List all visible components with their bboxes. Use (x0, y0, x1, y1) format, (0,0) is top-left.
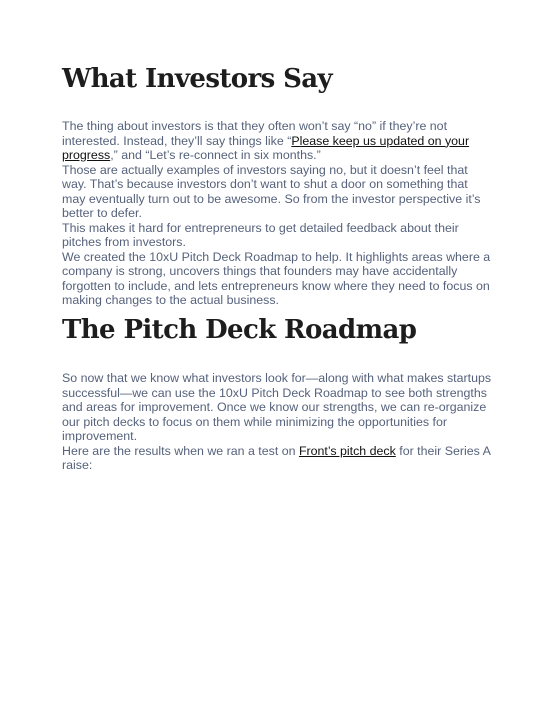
paragraph: So now that we know what investors look for—along with what makes startups successful—we can use the 10xU Pitch Deck Roadmap to see both strengths and areas for improvement. Once we know our strengths, we can re-organize our pitch decks to focus on them while minimizing the opportunities for improvement. (62, 371, 492, 443)
paragraph: Those are actually examples of investors saying no, but it doesn’t feel that way. That’s because investors don’t want to shut a door on something that may eventually turn out to be awesome. So from the investor perspective it’s better to defer. (62, 162, 481, 220)
paragraph-text: The thing about investors is that they often won’t say “no” if they’re not interested. Instead, they’ll say things like “ (62, 119, 448, 148)
section-heading-pitch-deck-roadmap: The Pitch Deck Roadmap (62, 315, 417, 345)
section-body-pitch-deck-roadmap (62, 371, 492, 473)
paragraph: This makes it hard for entrepreneurs to get detailed feedback about their pitches from investors. (62, 220, 459, 249)
paragraph (62, 119, 492, 163)
paragraph-text: Here are the results when we ran a test on (62, 443, 299, 458)
paragraph (62, 444, 492, 473)
fronts-pitch-deck-link[interactable]: Front’s pitch deck (298, 443, 396, 458)
section-heading-what-investors-say: What Investors Say (62, 64, 333, 94)
section-body-what-investors-say (62, 119, 492, 308)
paragraph-text: for their Series A raise: (62, 443, 491, 472)
paragraph-text: ,” and “Let’s re-connect in six months.” (110, 148, 321, 162)
keep-updated-link[interactable]: Please keep us updated on your progress (62, 133, 470, 162)
paragraph: We created the 10xU Pitch Deck Roadmap to help. It highlights areas where a company is strong, uncovers things that founders may have accidentally forgotten to include, and lets entrepreneurs know where they need to focus on making changes to the actual business. (62, 249, 491, 307)
